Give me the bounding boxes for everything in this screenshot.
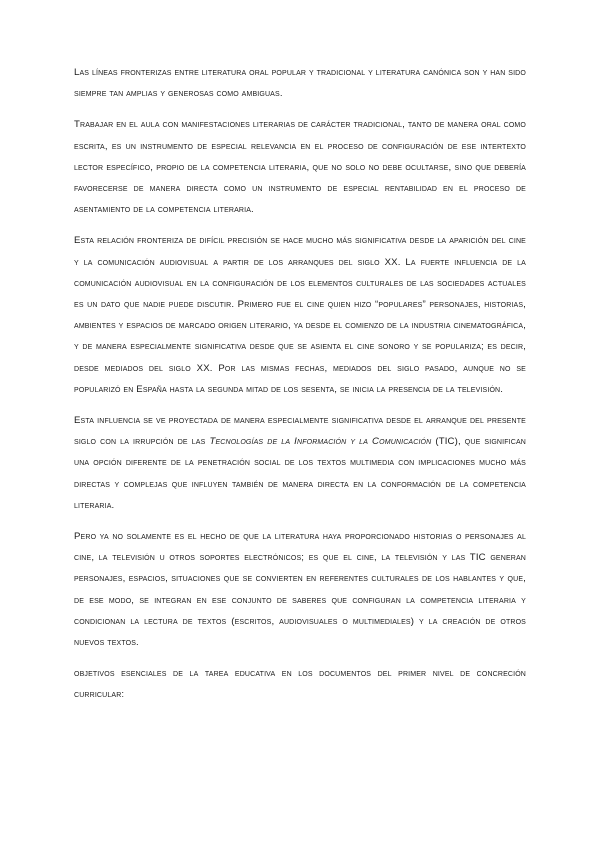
paragraph-tic-influence [74, 410, 526, 516]
paragraph-cinema-audiovisual: Esta relación fronteriza de difícil precisión se hace mucho más significativa desde la aparición del cine y la comunicación audiovisual a partir de los arranques del siglo XX. La fuerte influencia de la comunicación audiovisual en la configuración de los elementos culturales de las sociedades actuales es un dato que nadie puede discutir. Primero fue el cine quien hizo “populares” personajes, historias, ambientes y espacios de marcado origen literario, ya desde el comienzo de la industria cinematográfica, y de manera especialmente significativa desde que se asienta el cine sonoro y se populariza; es decir, desde mediados del siglo XX. Por las mismas fechas, mediados del siglo pasado, aunque no se popularizó en España hasta la segunda mitad de los sesenta, se inicia la presencia de la televisión. [74, 235, 526, 395]
paragraph-curricular-objectives: objetivos esenciales de la tarea educativa en los documentos del primer nivel de concreción curricular: [74, 668, 526, 701]
tic-term-italic: Tecnologías de la Información y la Comunicación [209, 436, 432, 448]
document-page [74, 62, 526, 706]
paragraph-literary-borders: Las líneas fronterizas entre literatura oral popular y tradicional y literatura canónica son y han sido siempre tan amplias y generosas como ambiguas. [74, 67, 526, 100]
paragraph-classroom-tradition: Trabajar en el aula con manifestaciones literarias de carácter tradicional, tanto de manera oral como escrita, es un instrumento de especial relevancia en el proceso de configuración de ese intertexto lector específico, propio de la competencia literaria, que no solo no debe ocultarse, sino que debería favorecerse de manera directa como un instrumento de especial rentabilidad en el proceso de asentamiento de la competencia literaria. [74, 119, 526, 216]
tic-paragraph-end: (TIC), que significan una opción diferente de la penetración social de los textos multimedia con implicaciones mucho más directas y complejas que influyen también de manera directa en la conformación de la competencia literaria. [74, 436, 526, 511]
paragraph-cultural-referents: Pero ya no solamente es el hecho de que la literatura haya proporcionado historias o personajes al cine, la televisión u otros soportes electrónicos; es que el cine, la televisión y las TIC generan personajes, espacios, situaciones que se convierten en referentes culturales de los hablantes y que, de ese modo, se integran en ese conjunto de saberes que configuran la competencia literaria y condicionan la lectura de textos (escritos, audiovisuales o multimediales) y la creación de otros nuevos textos. [74, 531, 526, 649]
tic-paragraph-start: Esta influencia se ve proyectada de manera especialmente significativa desde el arranque del presente siglo con la irrupción de las [74, 415, 526, 448]
